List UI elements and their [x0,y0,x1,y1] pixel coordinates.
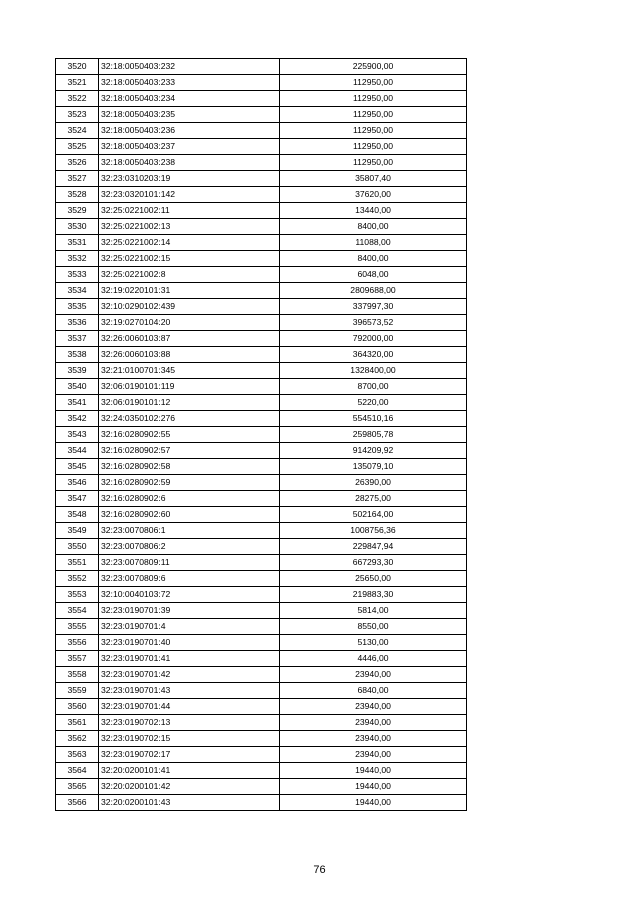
cadastral-number-cell: 32:23:0190702:17 [99,747,280,763]
table-row [56,331,467,347]
value-cell: 225900,00 [280,59,467,75]
value-cell: 112950,00 [280,139,467,155]
row-number-cell: 3525 [56,139,99,155]
row-number-cell: 3546 [56,475,99,491]
value-cell: 5130,00 [280,635,467,651]
table-row [56,347,467,363]
cadastral-number-cell: 32:23:0190702:13 [99,715,280,731]
cadastral-value-table [55,58,467,811]
value-cell: 792000,00 [280,331,467,347]
table-row [56,699,467,715]
cadastral-number-cell: 32:23:0190701:42 [99,667,280,683]
value-cell: 26390,00 [280,475,467,491]
value-cell: 23940,00 [280,715,467,731]
cadastral-number-cell: 32:24:0350102:276 [99,411,280,427]
cadastral-number-cell: 32:16:0280902:58 [99,459,280,475]
table-row [56,795,467,811]
table-row [56,619,467,635]
table-row [56,539,467,555]
table-row [56,219,467,235]
value-cell: 667293,30 [280,555,467,571]
row-number-cell: 3539 [56,363,99,379]
table-row [56,779,467,795]
value-cell: 1008756,36 [280,523,467,539]
table-row [56,155,467,171]
row-number-cell: 3561 [56,715,99,731]
table-row [56,427,467,443]
row-number-cell: 3558 [56,667,99,683]
table-row [56,667,467,683]
table-body [56,59,467,811]
value-cell: 28275,00 [280,491,467,507]
row-number-cell: 3523 [56,107,99,123]
table-row [56,459,467,475]
row-number-cell: 3541 [56,395,99,411]
table-row [56,555,467,571]
value-cell: 23940,00 [280,747,467,763]
value-cell: 8400,00 [280,219,467,235]
cadastral-number-cell: 32:18:0050403:235 [99,107,280,123]
table-row [56,251,467,267]
table-row [56,587,467,603]
row-number-cell: 3521 [56,75,99,91]
row-number-cell: 3529 [56,203,99,219]
row-number-cell: 3548 [56,507,99,523]
table-row [56,187,467,203]
cadastral-number-cell: 32:23:0310203:19 [99,171,280,187]
row-number-cell: 3524 [56,123,99,139]
value-cell: 8550,00 [280,619,467,635]
row-number-cell: 3526 [56,155,99,171]
table-row [56,283,467,299]
row-number-cell: 3528 [56,187,99,203]
value-cell: 11088,00 [280,235,467,251]
table-row [56,715,467,731]
table-row [56,523,467,539]
row-number-cell: 3547 [56,491,99,507]
row-number-cell: 3553 [56,587,99,603]
cadastral-number-cell: 32:23:0070806:1 [99,523,280,539]
row-number-cell: 3530 [56,219,99,235]
cadastral-number-cell: 32:18:0050403:234 [99,91,280,107]
value-cell: 1328400,00 [280,363,467,379]
cadastral-number-cell: 32:16:0280902:60 [99,507,280,523]
row-number-cell: 3537 [56,331,99,347]
table-row [56,379,467,395]
cadastral-number-cell: 32:23:0070809:11 [99,555,280,571]
value-cell: 135079,10 [280,459,467,475]
cadastral-number-cell: 32:10:0040103:72 [99,587,280,603]
row-number-cell: 3545 [56,459,99,475]
value-cell: 219883,30 [280,587,467,603]
table-row [56,507,467,523]
table-row [56,411,467,427]
row-number-cell: 3563 [56,747,99,763]
value-cell: 554510,16 [280,411,467,427]
table-row [56,603,467,619]
value-cell: 112950,00 [280,91,467,107]
value-cell: 23940,00 [280,667,467,683]
cadastral-number-cell: 32:26:0060103:87 [99,331,280,347]
cadastral-number-cell: 32:19:0270104:20 [99,315,280,331]
row-number-cell: 3532 [56,251,99,267]
cadastral-number-cell: 32:23:0190701:39 [99,603,280,619]
page-number: 76 [313,864,326,876]
cadastral-number-cell: 32:23:0070809:6 [99,571,280,587]
value-cell: 112950,00 [280,155,467,171]
cadastral-number-cell: 32:23:0190701:40 [99,635,280,651]
cadastral-number-cell: 32:19:0220101:31 [99,283,280,299]
table-row [56,75,467,91]
value-cell: 5814,00 [280,603,467,619]
table-row [56,395,467,411]
value-cell: 337997,30 [280,299,467,315]
row-number-cell: 3534 [56,283,99,299]
cadastral-number-cell: 32:20:0200101:41 [99,763,280,779]
cadastral-number-cell: 32:18:0050403:233 [99,75,280,91]
cadastral-number-cell: 32:23:0070806:2 [99,539,280,555]
cadastral-number-cell: 32:18:0050403:238 [99,155,280,171]
row-number-cell: 3564 [56,763,99,779]
value-cell: 259805,78 [280,427,467,443]
cadastral-number-cell: 32:25:0221002:13 [99,219,280,235]
row-number-cell: 3551 [56,555,99,571]
row-number-cell: 3542 [56,411,99,427]
table-row [56,315,467,331]
table-row [56,91,467,107]
value-cell: 112950,00 [280,107,467,123]
table-row [56,475,467,491]
row-number-cell: 3559 [56,683,99,699]
value-cell: 8400,00 [280,251,467,267]
table-row [56,267,467,283]
row-number-cell: 3555 [56,619,99,635]
cadastral-number-cell: 32:16:0280902:57 [99,443,280,459]
value-cell: 6840,00 [280,683,467,699]
value-cell: 2809688,00 [280,283,467,299]
row-number-cell: 3549 [56,523,99,539]
cadastral-number-cell: 32:16:0280902:6 [99,491,280,507]
table-row [56,59,467,75]
value-cell: 13440,00 [280,203,467,219]
cadastral-number-cell: 32:10:0290102:439 [99,299,280,315]
table-row [56,747,467,763]
table-row [56,363,467,379]
table-row [56,203,467,219]
row-number-cell: 3544 [56,443,99,459]
value-cell: 914209,92 [280,443,467,459]
value-cell: 25650,00 [280,571,467,587]
table-row [56,235,467,251]
value-cell: 23940,00 [280,699,467,715]
row-number-cell: 3556 [56,635,99,651]
cadastral-number-cell: 32:23:0190701:4 [99,619,280,635]
cadastral-number-cell: 32:26:0060103:88 [99,347,280,363]
row-number-cell: 3533 [56,267,99,283]
cadastral-number-cell: 32:21:0100701:345 [99,363,280,379]
row-number-cell: 3554 [56,603,99,619]
row-number-cell: 3536 [56,315,99,331]
value-cell: 19440,00 [280,779,467,795]
value-cell: 5220,00 [280,395,467,411]
cadastral-number-cell: 32:16:0280902:59 [99,475,280,491]
table-row [56,651,467,667]
cadastral-number-cell: 32:23:0190701:43 [99,683,280,699]
row-number-cell: 3562 [56,731,99,747]
row-number-cell: 3560 [56,699,99,715]
value-cell: 23940,00 [280,731,467,747]
cadastral-number-cell: 32:18:0050403:232 [99,59,280,75]
row-number-cell: 3550 [56,539,99,555]
value-cell: 396573,52 [280,315,467,331]
table-row [56,171,467,187]
cadastral-number-cell: 32:25:0221002:14 [99,235,280,251]
row-number-cell: 3552 [56,571,99,587]
table-row [56,731,467,747]
cadastral-number-cell: 32:20:0200101:43 [99,795,280,811]
cadastral-number-cell: 32:16:0280902:55 [99,427,280,443]
row-number-cell: 3540 [56,379,99,395]
table-row [56,139,467,155]
cadastral-number-cell: 32:25:0221002:15 [99,251,280,267]
row-number-cell: 3520 [56,59,99,75]
table-row [56,299,467,315]
cadastral-number-cell: 32:06:0190101:119 [99,379,280,395]
row-number-cell: 3535 [56,299,99,315]
cadastral-number-cell: 32:25:0221002:8 [99,267,280,283]
row-number-cell: 3557 [56,651,99,667]
value-cell: 112950,00 [280,123,467,139]
row-number-cell: 3527 [56,171,99,187]
cadastral-number-cell: 32:20:0200101:42 [99,779,280,795]
cadastral-number-cell: 32:23:0320101:142 [99,187,280,203]
value-cell: 19440,00 [280,795,467,811]
value-cell: 4446,00 [280,651,467,667]
value-cell: 112950,00 [280,75,467,91]
value-cell: 8700,00 [280,379,467,395]
row-number-cell: 3565 [56,779,99,795]
value-cell: 502164,00 [280,507,467,523]
cadastral-number-cell: 32:23:0190701:41 [99,651,280,667]
row-number-cell: 3566 [56,795,99,811]
row-number-cell: 3522 [56,91,99,107]
value-cell: 6048,00 [280,267,467,283]
table-row [56,123,467,139]
cadastral-number-cell: 32:25:0221002:11 [99,203,280,219]
row-number-cell: 3538 [56,347,99,363]
table-row [56,491,467,507]
value-cell: 19440,00 [280,763,467,779]
table-row [56,683,467,699]
cadastral-number-cell: 32:18:0050403:236 [99,123,280,139]
cadastral-number-cell: 32:06:0190101:12 [99,395,280,411]
table-row [56,635,467,651]
table-row [56,571,467,587]
value-cell: 37620,00 [280,187,467,203]
row-number-cell: 3543 [56,427,99,443]
table-row [56,443,467,459]
table-row [56,763,467,779]
cadastral-number-cell: 32:18:0050403:237 [99,139,280,155]
value-cell: 364320,00 [280,347,467,363]
value-cell: 35807,40 [280,171,467,187]
value-cell: 229847,94 [280,539,467,555]
cadastral-number-cell: 32:23:0190701:44 [99,699,280,715]
cadastral-number-cell: 32:23:0190702:15 [99,731,280,747]
table-row [56,107,467,123]
row-number-cell: 3531 [56,235,99,251]
